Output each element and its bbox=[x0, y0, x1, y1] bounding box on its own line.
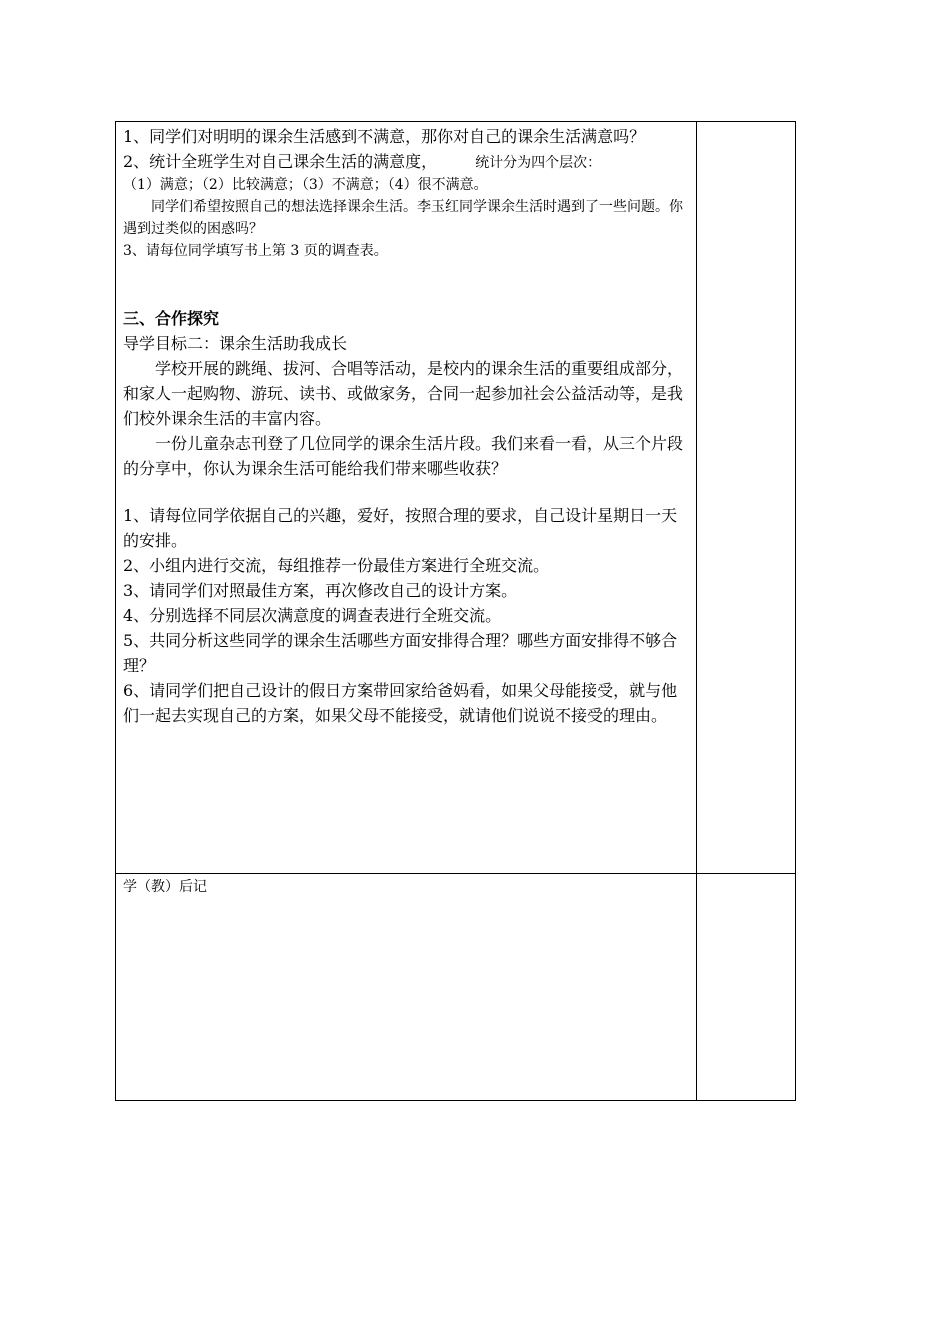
step-item: 5、共同分析这些同学的课余生活哪些方面安排得合理？哪些方面安排得不够合理？ bbox=[123, 631, 678, 675]
step-item: 6、请同学们把自己设计的假日方案带回家给爸妈看，如果父母能接受，就与他们一起去实现自己的方案，如果父母不能接受，就请他们说说不接受的理由。 bbox=[123, 681, 678, 725]
question-1: 1、同学们对明明的课余生活感到不满意，那你对自己的课余生活满意吗？ bbox=[123, 127, 646, 146]
afterword-row bbox=[116, 874, 796, 1101]
question-3: 3、请每位同学填写书上第 3 页的调查表。 bbox=[123, 243, 388, 259]
main-content-row bbox=[116, 122, 796, 874]
step-item: 4、分别选择不同层次满意度的调查表进行全班交流。 bbox=[123, 606, 502, 625]
guide-goal: 导学目标二：课余生活助我成长 bbox=[123, 334, 348, 353]
afterword-cell bbox=[116, 874, 697, 1101]
afterword-side-cell bbox=[696, 874, 795, 1101]
question-2-levels-intro: 统计分为四个层次： bbox=[475, 155, 602, 171]
afterword-label: 学（教）后记 bbox=[123, 879, 207, 895]
section-three-paragraph-1: 学校开展的跳绳、拔河、合唱等活动，是校内的课余生活的重要组成部分，和家人一起购物、游玩、读书、或做家务，合同一起参加社会公益活动等，是我们校外课余生活的丰富内容。 bbox=[123, 359, 684, 428]
step-item: 1、请每位同学依据自己的兴趣，爱好，按照合理的要求，自己设计星期日一天的安排。 bbox=[123, 506, 678, 550]
question-2-main: 2、统计全班学生对自己课余生活的满意度， bbox=[123, 152, 438, 171]
lesson-plan-table bbox=[115, 121, 796, 1101]
side-notes-cell bbox=[696, 122, 795, 874]
step-item: 3、请同学们对照最佳方案，再次修改自己的设计方案。 bbox=[123, 581, 518, 600]
section-three-paragraph-2: 一份儿童杂志刊登了几位同学的课余生活片段。我们来看一看，从三个片段的分享中，你认为课余生活可能给我们带来哪些收获？ bbox=[123, 434, 684, 478]
section-one-paragraph: 同学们希望按照自己的想法选择课余生活。李玉红同学课余生活时遇到了一些问题。你遇到过类似的困惑吗？ bbox=[123, 199, 683, 237]
question-2 bbox=[123, 149, 690, 174]
section-three-heading: 三、合作探究 bbox=[123, 309, 220, 328]
main-content-cell bbox=[116, 122, 697, 874]
step-item: 2、小组内进行交流，每组推荐一份最佳方案进行全班交流。 bbox=[123, 556, 550, 575]
satisfaction-levels: （1）满意；（2）比较满意；（3）不满意；（4）很不满意。 bbox=[123, 177, 488, 193]
